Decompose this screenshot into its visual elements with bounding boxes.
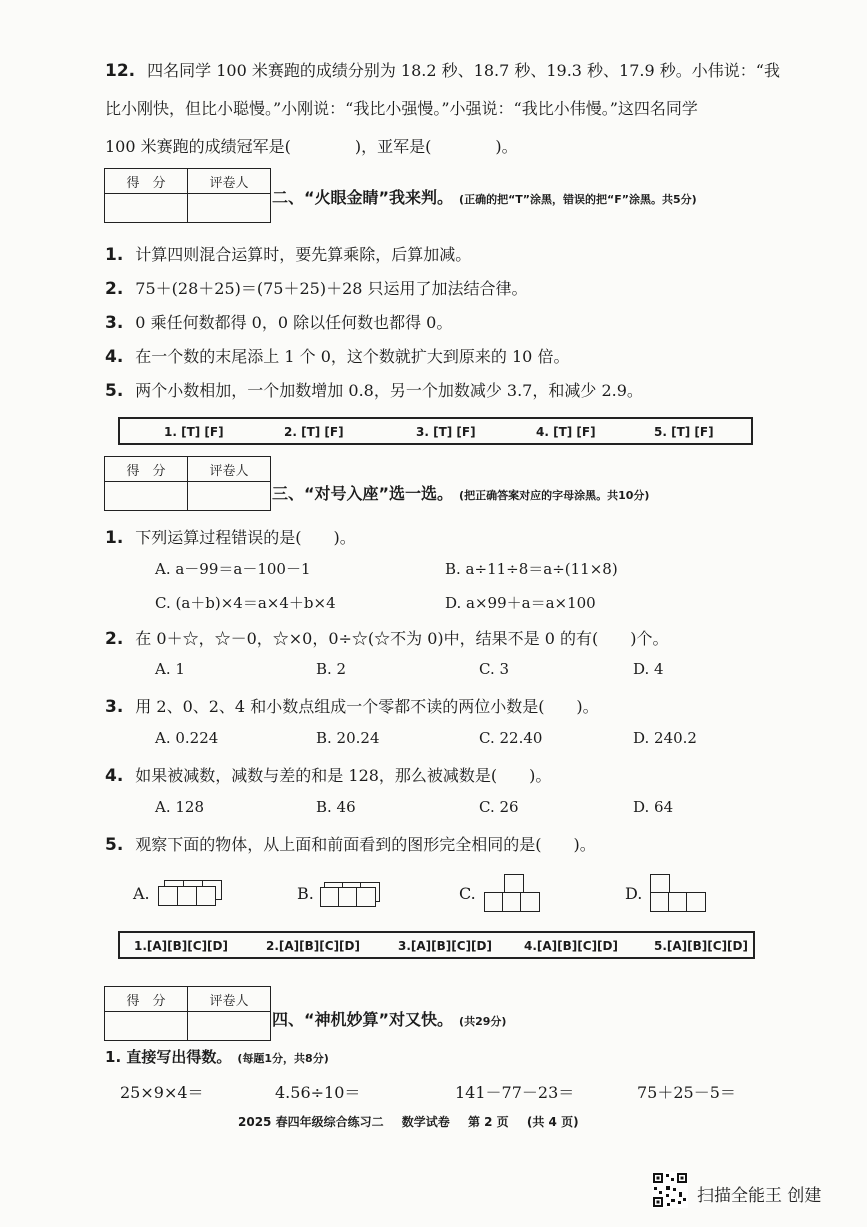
s3-q4-option-d: D. 64 [633, 798, 674, 816]
s3-q1-option-d: D. a×99＋a＝a×100 [445, 594, 596, 612]
section3-answer-sheet [118, 931, 755, 959]
score-header: 得 分 [105, 169, 188, 194]
s2-answer-4[interactable]: 4. [T] [F] [536, 425, 596, 439]
q12-line2: 比小刚快，但比小聪慢。”小刚说：“我比小强慢。”小强说：“我比小伟慢。”这四名同学 [105, 99, 698, 118]
footer-title: 2025 春四年级综合练习二 [238, 1115, 384, 1129]
s3-q3-option-b: B. 20.24 [316, 729, 380, 747]
footer-page: 第 2 页 [467, 1115, 509, 1129]
cube-figure-d [650, 874, 710, 914]
section4-note: (共29分) [459, 1015, 507, 1028]
s3-q3-option-d: D. 240.2 [633, 729, 697, 747]
s2-answer-1[interactable]: 1. [T] [F] [164, 425, 224, 439]
page-footer [238, 1113, 593, 1130]
score-cell[interactable] [105, 482, 188, 511]
s3-q2-option-a: A. 1 [155, 660, 185, 678]
s2-item-3: 3. 0 乘任何数都得 0，0 除以任何数也都得 0。 [105, 313, 453, 333]
s3-q2-option-c: C. 3 [479, 660, 510, 678]
s2-answer-3[interactable]: 3. [T] [F] [416, 425, 476, 439]
q12-line1: 12. 四名同学 100 米赛跑的成绩分别为 18.2 秒、18.7 秒、19.3 秒、17.9 秒。小伟说：“我 [105, 61, 780, 81]
s3-q4-option-c: C. 26 [479, 798, 519, 816]
footer-total: (共 4 页) [526, 1115, 579, 1129]
s3-answer-2[interactable]: 2.[A][B][C][D] [266, 939, 360, 953]
s3-answer-1[interactable]: 1.[A][B][C][D] [134, 939, 228, 953]
cube-figure-b [320, 882, 382, 908]
grader-cell[interactable] [188, 482, 271, 511]
s3-q4-option-b: B. 46 [316, 798, 356, 816]
s3-q2-option-d: D. 4 [633, 660, 664, 678]
score-table-2 [104, 168, 271, 223]
q12-line3: 100 米赛跑的成绩冠军是( )，亚军是( )。 [105, 137, 518, 156]
section3-title: 三、“对号入座”选一选。 (把正确答案对应的字母涂黑。共10分) [272, 484, 650, 503]
s2-item-4: 4. 在一个数的末尾添上 1 个 0，这个数就扩大到原来的 10 倍。 [105, 347, 570, 367]
s3-q5-option-b: B. [297, 884, 314, 903]
score-cell[interactable] [105, 1012, 188, 1041]
cube-figure-a [158, 880, 224, 910]
s3-answer-5[interactable]: 5.[A][B][C][D] [654, 939, 748, 953]
s3-q5-option-d: D. [625, 884, 643, 903]
s4-sub1: 1. 直接写出得数。 (每题1分，共8分) [105, 1048, 329, 1066]
s3-q4: 4. 如果被减数，减数与差的和是 128，那么被减数是( )。 [105, 766, 552, 786]
grader-cell[interactable] [188, 194, 271, 223]
score-table-4: 得 分 评卷人 [104, 986, 271, 1041]
s3-q2-option-b: B. 2 [316, 660, 347, 678]
s2-answer-2[interactable]: 2. [T] [F] [284, 425, 344, 439]
s2-answer-5[interactable]: 5. [T] [F] [654, 425, 714, 439]
section2-answer-sheet [118, 417, 753, 445]
s2-item-2: 2. 75＋(28＋25)＝(75＋25)＋28 只运用了加法结合律。 [105, 279, 528, 299]
s2-item-5: 5. 两个小数相加，一个加数增加 0.8，另一个加数减少 3.7，和减少 2.9。 [105, 381, 643, 401]
grader-cell[interactable] [188, 1012, 271, 1041]
s3-q3: 3. 用 2、0、2、4 和小数点组成一个零都不读的两位小数是( )。 [105, 697, 599, 717]
s3-q5: 5. 观察下面的物体，从上面和前面看到的图形完全相同的是( )。 [105, 835, 596, 855]
calc-1: 25×9×4＝ [120, 1083, 204, 1102]
s3-answer-4[interactable]: 4.[A][B][C][D] [524, 939, 618, 953]
score-table-3: 得 分 评卷人 [104, 456, 271, 511]
s3-answer-3[interactable]: 3.[A][B][C][D] [398, 939, 492, 953]
s3-q3-option-c: C. 22.40 [479, 729, 543, 747]
q12-number: 12. [105, 61, 136, 81]
s3-q2: 2. 在 0＋☆，☆－0，☆×0，0÷☆(☆不为 0)中，结果不是 0 的有( )个。 [105, 629, 669, 649]
s3-q1: 1. 下列运算过程错误的是( )。 [105, 528, 356, 548]
s2-item-1: 1. 计算四则混合运算时，要先算乘除，后算加减。 [105, 245, 472, 265]
calc-4: 75＋25－5＝ [637, 1083, 736, 1102]
s3-q1-option-c: C. (a＋b)×4＝a×4＋b×4 [155, 594, 336, 612]
section2-note: (正确的把“T”涂黑，错误的把“F”涂黑。共5分) [459, 193, 697, 206]
section3-note: (把正确答案对应的字母涂黑。共10分) [459, 489, 650, 502]
s3-q3-option-a: A. 0.224 [155, 729, 219, 747]
scanner-watermark: 扫描全能王 创建 [697, 1186, 822, 1206]
calc-2: 4.56÷10＝ [275, 1083, 361, 1102]
section4-title: 四、“神机妙算”对又快。 (共29分) [272, 1010, 507, 1029]
s3-q5-option-a: A. [133, 884, 150, 903]
s3-q4-option-a: A. 128 [155, 798, 204, 816]
qr-code-icon [652, 1172, 688, 1208]
s3-q5-option-c: C. [459, 884, 476, 903]
calc-3: 141－77－23＝ [455, 1083, 575, 1102]
grader-header: 评卷人 [188, 169, 271, 194]
footer-subject: 数学试卷 [401, 1115, 450, 1129]
s3-q1-option-a: A. a－99＝a－100－1 [155, 560, 311, 578]
cube-figure-c [484, 874, 544, 914]
section2-title: 二、“火眼金睛”我来判。 (正确的把“T”涂黑，错误的把“F”涂黑。共5分) [272, 188, 697, 207]
score-cell[interactable] [105, 194, 188, 223]
s3-q1-option-b: B. a÷11÷8＝a÷(11×8) [445, 560, 618, 578]
